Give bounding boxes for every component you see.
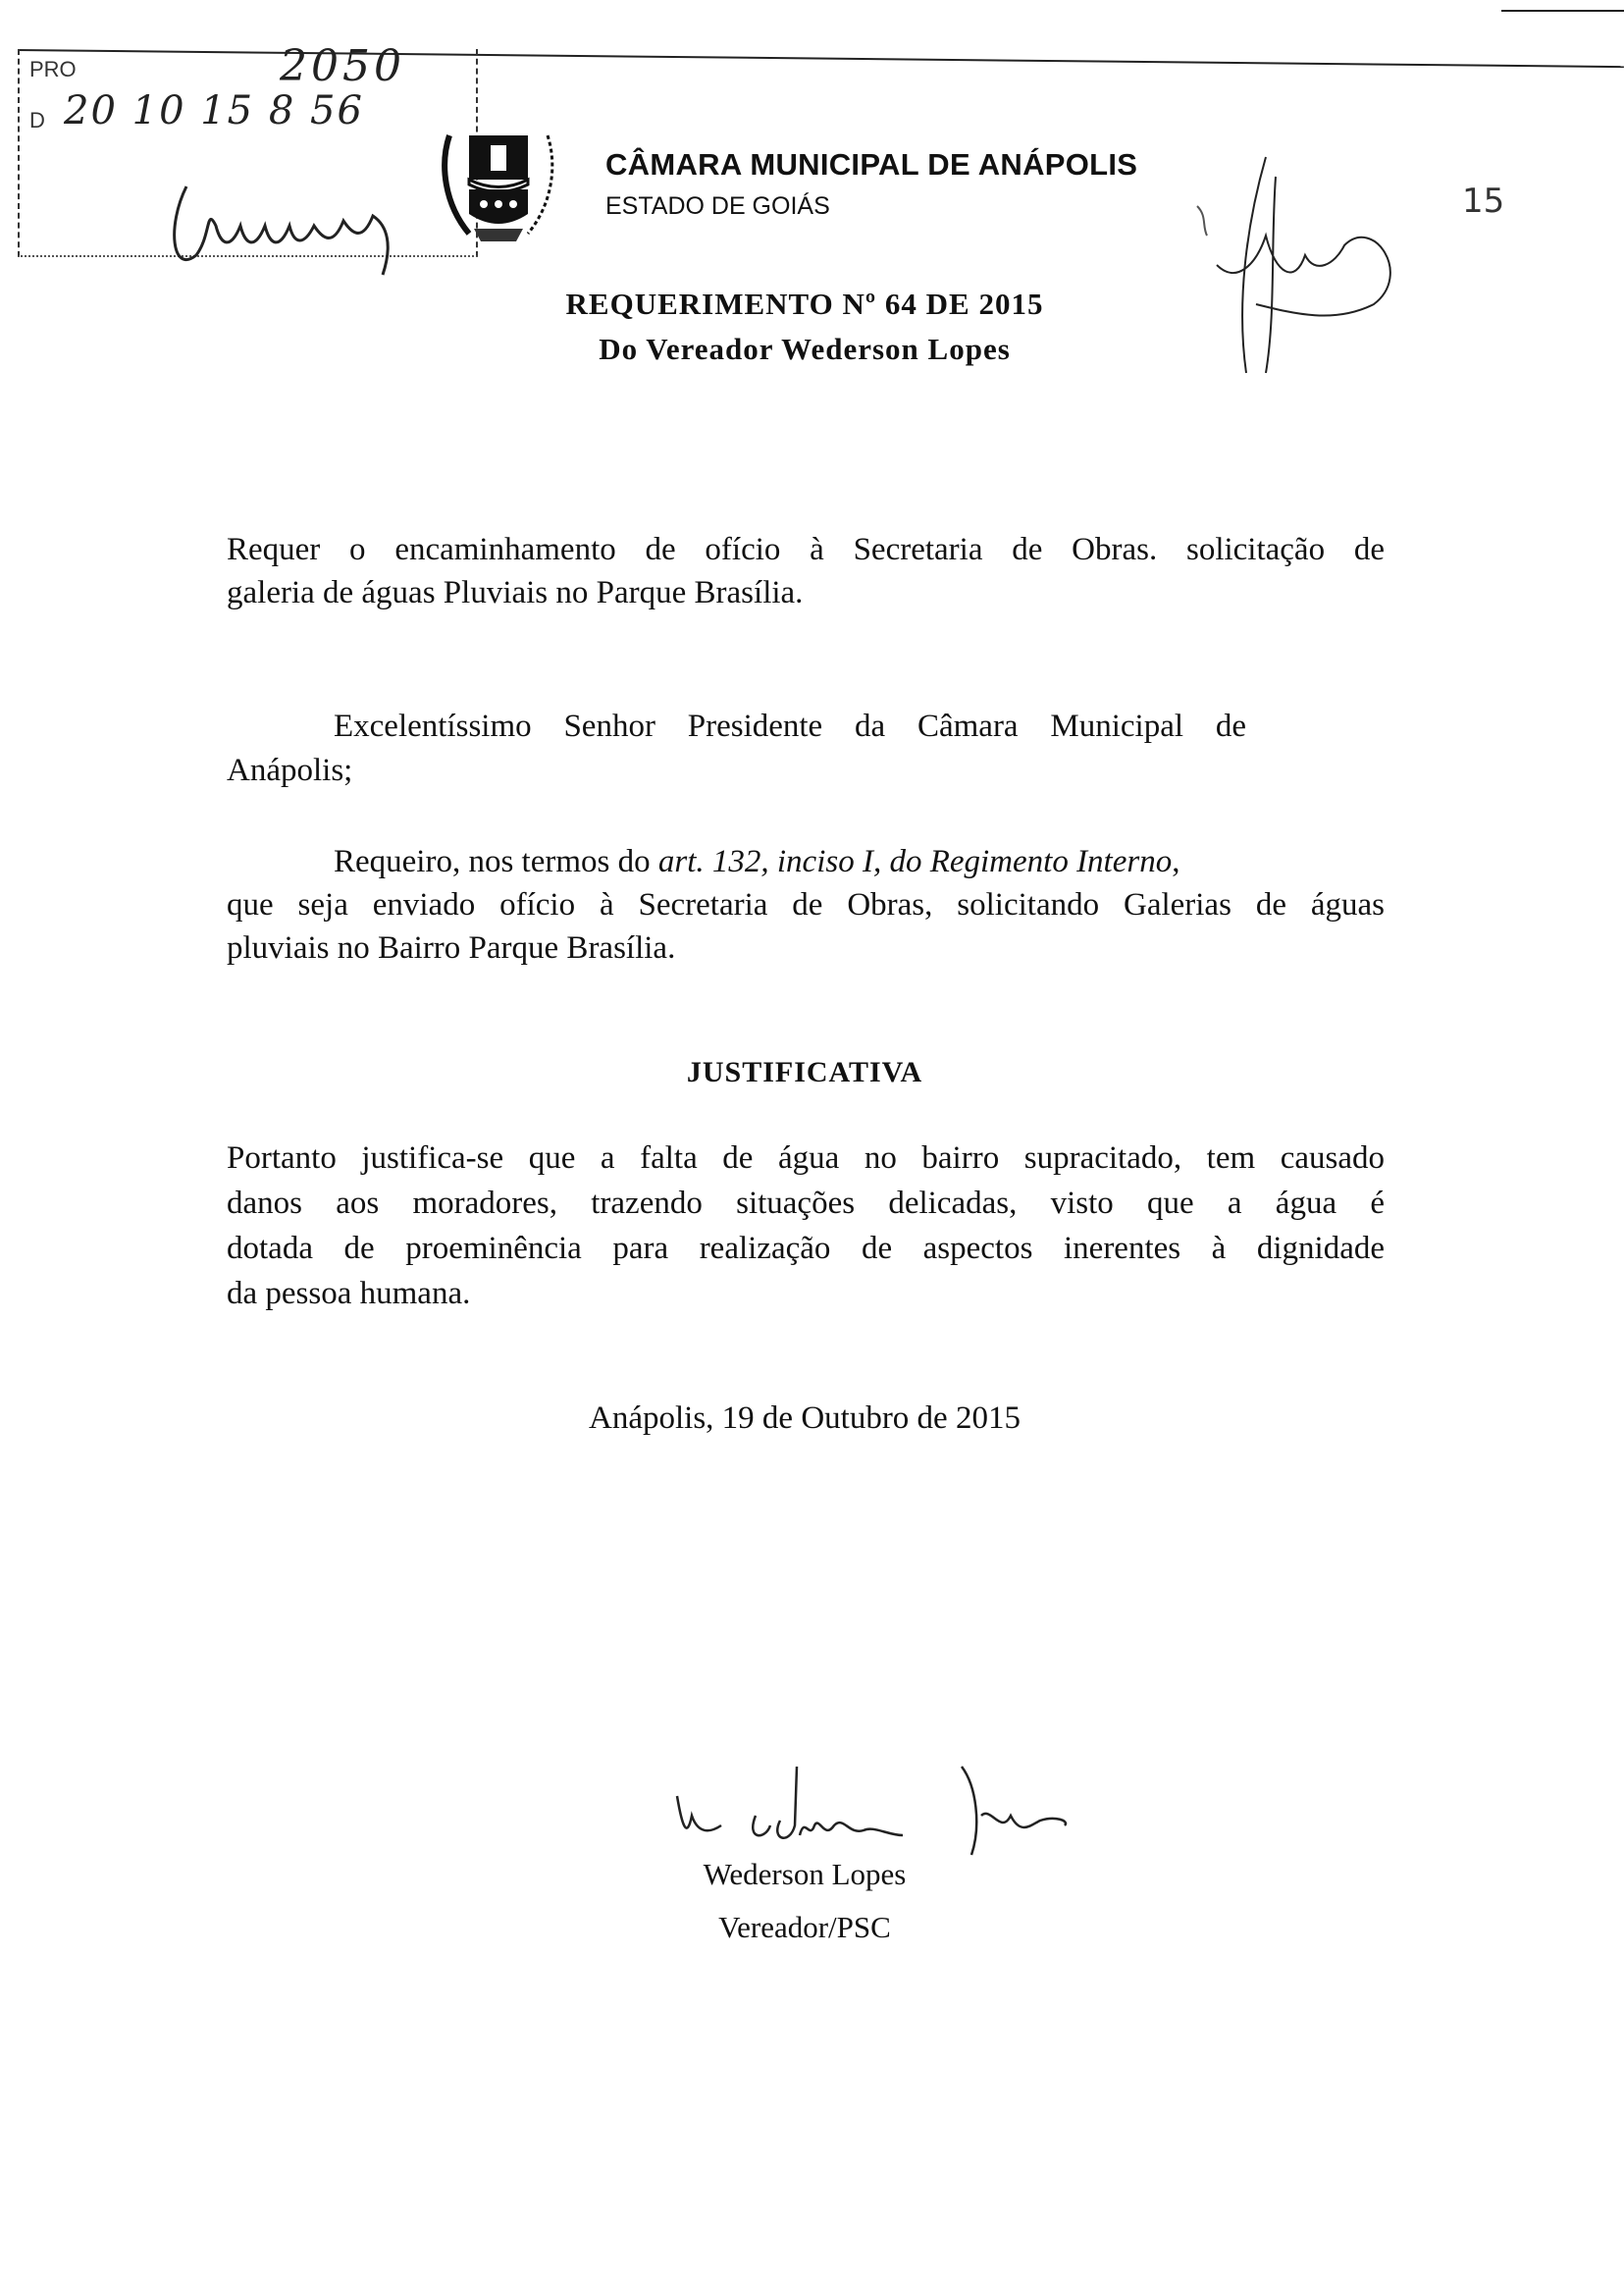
salutation-line: Excelentíssimo Senhor Presidente da Câmara Municipal de (334, 709, 1246, 744)
request-line (334, 842, 1385, 881)
scan-edge-line (1501, 10, 1624, 12)
organization-name: CÂMARA MUNICIPAL DE ANÁPOLIS (605, 147, 1138, 182)
margin-note: 15 (1462, 182, 1505, 221)
summary-line: galeria de águas Pluviais no Parque Brasília. (227, 575, 804, 610)
request-line: que seja enviado ofício à Secretaria de Obras, solicitando Galerias de águas (227, 887, 1385, 923)
request-line: pluviais no Bairro Parque Brasília. (227, 930, 676, 966)
stamp-signature (157, 167, 432, 285)
request-citation: art. 132, inciso I, do Regimento Interno (657, 844, 1173, 879)
justification-line: danos aos moradores, trazendo situações delicadas, visto que a água é (227, 1186, 1385, 1221)
request-intro: Requeiro, nos termos do (334, 844, 658, 879)
justification-line: dotada de proeminência para realização de aspectos inerentes à dignidade (227, 1231, 1385, 1266)
municipal-crest-logo (440, 126, 557, 243)
document-title: REQUERIMENTO Nº 64 DE 2015 (565, 287, 1044, 321)
place-date: Anápolis, 19 de Outubro de 2015 (589, 1400, 1021, 1436)
justification-heading: JUSTIFICATIVA (686, 1056, 923, 1088)
state-name: ESTADO DE GOIÁS (605, 192, 830, 220)
stamp-protocol-number: 2050 (280, 41, 405, 91)
request-comma: , (1172, 844, 1180, 879)
protocol-stamp (18, 41, 478, 257)
summary-line: Requer o encaminhamento de ofício à Secretaria de Obras. solicitação de (227, 532, 1385, 567)
signer-role: Vereador/PSC (718, 1910, 891, 1944)
justification-line: Portanto justifica-se que a falta de água no bairro supracitado, tem causado (227, 1140, 1385, 1176)
stamp-date-label: D (29, 108, 45, 132)
stamp-protocol-label: PRO (29, 57, 77, 81)
justification-line: da pessoa humana. (227, 1276, 471, 1311)
document-subtitle: Do Vereador Wederson Lopes (599, 332, 1011, 366)
signer-name: Wederson Lopes (703, 1857, 907, 1891)
salutation-line: Anápolis; (227, 753, 353, 788)
signer-signature (667, 1747, 1089, 1865)
stamp-date-time: 20 10 15 8 56 (64, 88, 364, 133)
